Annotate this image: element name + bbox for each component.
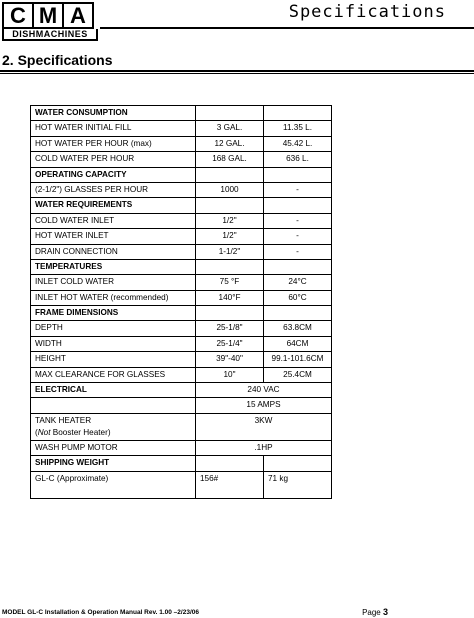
row-label: COLD WATER PER HOUR xyxy=(31,152,196,167)
row-metric: 25.4CM xyxy=(264,367,332,382)
table-row xyxy=(31,106,332,121)
row-value: 1/2" xyxy=(196,229,264,244)
row-value: 168 GAL. xyxy=(196,152,264,167)
row-label: INLET COLD WATER xyxy=(31,275,196,290)
note-italic: Not xyxy=(37,427,51,437)
table-row xyxy=(31,367,332,382)
row-label: COLD WATER INLET xyxy=(31,213,196,228)
table-row xyxy=(31,275,332,290)
table-row xyxy=(31,306,332,321)
table-row xyxy=(31,152,332,167)
row-value: 10" xyxy=(196,367,264,382)
table-row xyxy=(31,213,332,228)
table-cell xyxy=(264,306,332,321)
header-rule xyxy=(100,27,474,29)
row-value: 25-1/4" xyxy=(196,336,264,351)
row-label: MAX CLEARANCE FOR GLASSES xyxy=(31,367,196,382)
table-row xyxy=(31,398,332,413)
row-label: HOT WATER INITIAL FILL xyxy=(31,121,196,136)
row-metric: 99.1-101.6CM xyxy=(264,352,332,367)
row-metric: 63.8CM xyxy=(264,321,332,336)
tank-heater-note xyxy=(35,427,191,439)
row-metric: 64CM xyxy=(264,336,332,351)
specifications-table xyxy=(30,105,332,499)
row-value: 156# xyxy=(196,471,264,498)
footer-manual-info: MODEL GL-C Installation & Operation Manual Rev. 1.00 –2/23/06 xyxy=(2,609,199,616)
table-row xyxy=(31,471,332,498)
table-row xyxy=(31,244,332,259)
row-label: DEPTH xyxy=(31,321,196,336)
table-row xyxy=(31,229,332,244)
table-row xyxy=(31,440,332,455)
row-heading: OPERATING CAPACITY xyxy=(31,167,196,182)
table-row xyxy=(31,259,332,274)
table-cell xyxy=(264,167,332,182)
page-label: Page xyxy=(362,608,381,617)
table-row xyxy=(31,336,332,351)
row-heading: WATER CONSUMPTION xyxy=(31,106,196,121)
row-label: DRAIN CONNECTION xyxy=(31,244,196,259)
row-metric: - xyxy=(264,213,332,228)
footer-page xyxy=(362,607,388,617)
row-metric: 11.35 L. xyxy=(264,121,332,136)
table-cell xyxy=(196,167,264,182)
row-label xyxy=(31,413,196,440)
row-value: 25-1/8" xyxy=(196,321,264,336)
row-metric: 60°C xyxy=(264,290,332,305)
tank-heater-label: TANK HEATER xyxy=(35,415,92,425)
table-cell xyxy=(264,106,332,121)
row-label: HOT WATER INLET xyxy=(31,229,196,244)
row-label: HOT WATER PER HOUR (max) xyxy=(31,136,196,151)
row-metric: 24°C xyxy=(264,275,332,290)
row-value: 140°F xyxy=(196,290,264,305)
row-label: WIDTH xyxy=(31,336,196,351)
row-heading: TEMPERATURES xyxy=(31,259,196,274)
row-heading: FRAME DIMENSIONS xyxy=(31,306,196,321)
row-label: GL-C (Approximate) xyxy=(31,471,196,498)
note-open: ( xyxy=(35,427,38,437)
table-row xyxy=(31,352,332,367)
row-value: .1HP xyxy=(196,440,332,455)
row-metric: 71 kg xyxy=(264,471,332,498)
row-heading: SHIPPING WEIGHT xyxy=(31,456,196,471)
row-label: INLET HOT WATER (recommended) xyxy=(31,290,196,305)
table-cell xyxy=(264,456,332,471)
row-value: 75 °F xyxy=(196,275,264,290)
logo-letters xyxy=(2,2,98,29)
row-value: 1/2" xyxy=(196,213,264,228)
table-cell xyxy=(196,259,264,274)
table-row xyxy=(31,167,332,182)
table-cell xyxy=(196,306,264,321)
row-label: HEIGHT xyxy=(31,352,196,367)
cma-logo xyxy=(2,2,98,41)
row-value: 39"-40" xyxy=(196,352,264,367)
page-number: 3 xyxy=(382,607,388,617)
table-row xyxy=(31,136,332,151)
row-heading: ELECTRICAL xyxy=(31,383,196,398)
header-title: Specifications xyxy=(288,2,446,22)
row-metric: - xyxy=(264,229,332,244)
row-value: 1-1/2" xyxy=(196,244,264,259)
section-heading: 2. Specifications xyxy=(2,52,113,68)
logo-letter-m: M xyxy=(32,2,64,29)
table-cell xyxy=(264,259,332,274)
table-row xyxy=(31,456,332,471)
logo-letter-c: C xyxy=(2,2,34,29)
row-value: 12 GAL. xyxy=(196,136,264,151)
row-metric: - xyxy=(264,244,332,259)
table-cell xyxy=(196,456,264,471)
row-value: 1000 xyxy=(196,182,264,197)
logo-subtitle: DISHMACHINES xyxy=(2,29,98,41)
section-rule xyxy=(0,70,474,74)
row-heading: WATER REQUIREMENTS xyxy=(31,198,196,213)
row-metric: 45.42 L. xyxy=(264,136,332,151)
row-metric: 636 L. xyxy=(264,152,332,167)
logo-letter-a: A xyxy=(62,2,94,29)
table-row xyxy=(31,383,332,398)
table-cell xyxy=(196,106,264,121)
row-value: 240 VAC xyxy=(196,383,332,398)
row-value: 3KW xyxy=(196,413,332,440)
row-metric: - xyxy=(264,182,332,197)
row-label: (2-1/2") GLASSES PER HOUR xyxy=(31,182,196,197)
table-row xyxy=(31,121,332,136)
table-cell xyxy=(264,198,332,213)
table-cell xyxy=(196,198,264,213)
table-row xyxy=(31,321,332,336)
note-rest: Booster Heater) xyxy=(50,427,111,437)
table-row xyxy=(31,413,332,440)
row-label: WASH PUMP MOTOR xyxy=(31,440,196,455)
row-value: 15 AMPS xyxy=(196,398,332,413)
table-row xyxy=(31,198,332,213)
table-row xyxy=(31,290,332,305)
table-cell xyxy=(31,398,196,413)
row-value: 3 GAL. xyxy=(196,121,264,136)
table-row xyxy=(31,182,332,197)
